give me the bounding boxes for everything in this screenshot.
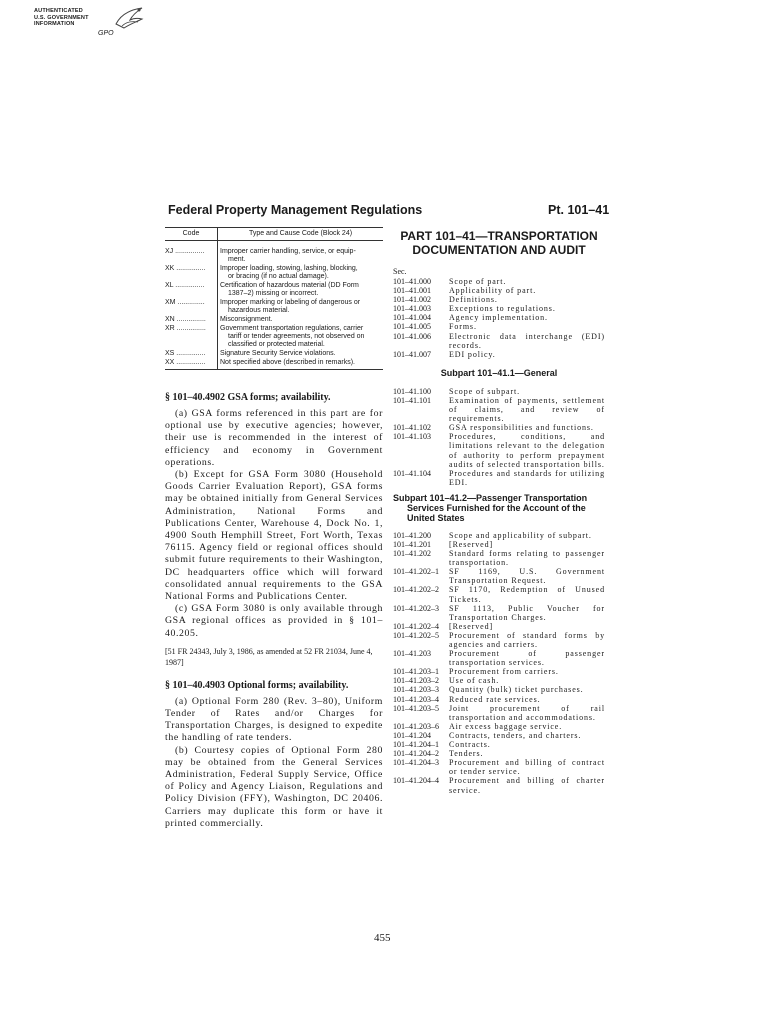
toc-section-title: GSA responsibilities and functions. xyxy=(449,423,594,433)
toc-entry xyxy=(393,631,605,649)
subpart-heading-passenger: Subpart 101–41.2—Passenger Transportation Services Furnished for the Account of the United States xyxy=(393,492,588,523)
code-table xyxy=(165,227,383,370)
toc-entry xyxy=(393,685,605,694)
description-line: Improper carrier handling, service, or equip- xyxy=(220,248,356,255)
gpo-label: GPO xyxy=(98,30,114,37)
toc-section-title: Contracts. xyxy=(449,740,491,750)
toc-section-number: 101–41.202 xyxy=(393,549,431,559)
section-heading-4903: § 101–40.4903 Optional forms; availability. xyxy=(165,679,349,691)
toc-entry xyxy=(393,567,605,585)
code-cell: XX ............... xyxy=(165,359,218,370)
toc-section-title: Quantity (bulk) ticket purchases. xyxy=(449,685,584,695)
toc-section-number: 101–41.202–4 xyxy=(393,621,439,631)
toc-entry xyxy=(393,286,605,295)
toc-section-title: Air excess baggage service. xyxy=(449,721,563,731)
toc-entry xyxy=(393,604,605,622)
description-cell xyxy=(218,359,384,370)
toc-entry xyxy=(393,622,605,631)
toc-entry xyxy=(393,396,605,423)
toc-section-title: Scope and applicability of subpart. xyxy=(449,530,592,540)
toc-section-number: 101–41.005 xyxy=(393,322,431,332)
description-line: or bracing (if no actual damage). xyxy=(228,273,329,280)
toc-section-title: Exceptions to regulations. xyxy=(449,304,556,314)
description-cell xyxy=(218,350,384,359)
toc-entry xyxy=(393,740,605,749)
code-column-header: Code xyxy=(165,228,218,241)
eagle-seal-icon xyxy=(112,6,146,36)
toc-section-title: Procurement of passenger transportation services. xyxy=(449,649,605,668)
table-row xyxy=(165,265,383,282)
code-table-header xyxy=(165,228,383,241)
toc-section-title: Procurement and billing of charter service. xyxy=(449,776,605,795)
code-cell: XN ............... xyxy=(165,316,218,325)
table-row xyxy=(165,299,383,316)
toc-section-title: SF 1170, Redemption of Unused Tickets. xyxy=(449,585,605,604)
toc-section-title: Scope of subpart. xyxy=(449,386,521,396)
toc-entry xyxy=(393,585,605,603)
table-row xyxy=(165,359,383,370)
part-toc xyxy=(393,277,605,359)
toc-section-title: Examination of payments, settlement of claims, and review of requirements. xyxy=(449,395,605,424)
toc-section-number: 101–41.201 xyxy=(393,539,431,549)
toc-section-number: 101–41.204–1 xyxy=(393,740,439,750)
paragraph: (a) Optional Form 280 (Rev. 3–80), Uniform Tender of Rates and/or Charges for Transportation Charges, is designed to expedite the handling of rate tenders. xyxy=(165,695,383,744)
description-line: Signature Security Service violations. xyxy=(220,350,336,357)
description-line: Certification of hazardous material (DD Form xyxy=(220,282,359,289)
toc-section-title: Joint procurement of rail transportation and accommodations. xyxy=(449,703,605,722)
toc-section-number: 101–41.001 xyxy=(393,286,431,296)
toc-entry xyxy=(393,695,605,704)
description-line: tariff or tender agreements, not observed on xyxy=(228,333,365,340)
toc-section-number: 101–41.203–4 xyxy=(393,694,439,704)
toc-entry xyxy=(393,304,605,313)
toc-entry xyxy=(393,432,605,468)
table-row xyxy=(165,316,383,325)
toc-section-title: Standard forms relating to passenger transportation. xyxy=(449,549,605,568)
description-line: Improper loading, stowing, lashing, blocking, xyxy=(220,265,358,272)
code-cell: XL ............... xyxy=(165,282,218,299)
code-cell: XK ............... xyxy=(165,265,218,282)
toc-entry xyxy=(393,423,605,432)
toc-section-title: Agency implementation. xyxy=(449,313,548,323)
toc-entry xyxy=(393,758,605,776)
toc-section-title: Procurement of standard forms by agencies and carriers. xyxy=(449,630,605,649)
toc-entry xyxy=(393,649,605,667)
toc-section-number: 101–41.204–4 xyxy=(393,776,439,786)
toc-section-number: 101–41.203–2 xyxy=(393,676,439,686)
toc-section-number: 101–41.202–5 xyxy=(393,630,439,640)
toc-section-title: Tenders. xyxy=(449,749,484,759)
code-cell: XR ............... xyxy=(165,325,218,350)
toc-section-number: 101–41.204 xyxy=(393,730,431,740)
toc-section-number: 101–41.104 xyxy=(393,468,431,478)
toc-section-number: 101–41.202–1 xyxy=(393,567,439,577)
toc-entry xyxy=(393,722,605,731)
paragraph: (b) Courtesy copies of Optional Form 280 may be obtained from the General Services Administration, Federal Supply Service, Office of Policy and Agency Liaison, Regulations and Policy Division (FFY), Washington, DC 20406. Carriers may duplicate this form or have it printed commercially. xyxy=(165,744,383,829)
toc-section-title: Reduced rate services. xyxy=(449,694,541,704)
description-line: Misconsignment. xyxy=(220,316,273,323)
toc-section-number: 101–41.204–3 xyxy=(393,758,439,768)
toc-section-number: 101–41.202–2 xyxy=(393,585,439,595)
toc-section-number: 101–41.203–6 xyxy=(393,721,439,731)
code-cell: XS ............... xyxy=(165,350,218,359)
toc-section-number: 101–41.203–5 xyxy=(393,703,439,713)
description-line: Improper marking or labeling of dangerous or xyxy=(220,299,361,306)
toc-entry xyxy=(393,540,605,549)
page-number: 455 xyxy=(374,932,391,944)
toc-section-title: Applicability of part. xyxy=(449,286,537,296)
toc-section-number: 101–41.003 xyxy=(393,304,431,314)
toc-section-title: [Reserved] xyxy=(449,539,494,549)
toc-entry xyxy=(393,295,605,304)
toc-section-number: 101–41.102 xyxy=(393,423,431,433)
toc-section-title: Procedures and standards for utilizing EDI. xyxy=(449,468,605,487)
running-header-title: Federal Property Management Regulations xyxy=(168,203,423,217)
description-line: classified or protected material. xyxy=(228,341,325,348)
toc-section-number: 101–41.100 xyxy=(393,386,431,396)
toc-section-number: 101–41.000 xyxy=(393,277,431,286)
description-cell xyxy=(218,299,384,316)
table-row xyxy=(165,325,383,350)
logo-line: U.S. GOVERNMENT xyxy=(34,14,89,21)
description-line: 1387–2) missing or incorrect. xyxy=(228,290,319,297)
subpart-411-toc xyxy=(393,387,605,487)
description-cell xyxy=(218,325,384,350)
toc-entry xyxy=(393,531,605,540)
code-cell: XJ ............... xyxy=(165,241,218,266)
toc-section-number: 101–41.202–3 xyxy=(393,603,439,613)
toc-entry xyxy=(393,322,605,331)
toc-section-number: 101–41.203–1 xyxy=(393,667,439,677)
section-heading-4902: § 101–40.4902 GSA forms; availability. xyxy=(165,392,331,403)
running-header-part: Pt. 101–41 xyxy=(548,203,610,217)
toc-section-title: Contracts, tenders, and charters. xyxy=(449,730,582,740)
toc-section-title: Electronic data interchange (EDI) records. xyxy=(449,331,605,350)
description-cell xyxy=(218,316,384,325)
toc-section-title: Forms. xyxy=(449,322,477,332)
logo-text xyxy=(34,8,89,28)
right-column xyxy=(393,227,605,795)
toc-section-number: 101–41.204–2 xyxy=(393,749,439,759)
toc-section-title: Procedures, conditions, and limitations relevant to the delegation of authority to perform prepayment audits of selected transportation bills. xyxy=(449,432,605,469)
toc-entry xyxy=(393,676,605,685)
paragraph: (a) GSA forms referenced in this part are for optional use by executive agencies; however, their use is recommended in the interest of efficiency and economy in Government operations. xyxy=(165,408,383,468)
toc-entry xyxy=(393,667,605,676)
subpart-heading-general: Subpart 101–41.1—General xyxy=(440,367,558,378)
table-row xyxy=(165,241,383,266)
toc-entry xyxy=(393,469,605,487)
part-title: PART 101–41—TRANSPORTATION DOCUMENTATION AND AUDIT xyxy=(400,229,598,257)
toc-entry xyxy=(393,313,605,322)
toc-section-title: EDI policy. xyxy=(449,349,496,359)
toc-section-title: Definitions. xyxy=(449,295,498,305)
toc-section-number: 101–41.007 xyxy=(393,349,431,359)
left-column xyxy=(165,227,383,830)
source-citation: [51 FR 24343, July 3, 1986, as amended at 52 FR 21034, June 4, 1987] xyxy=(165,646,373,667)
toc-section-title: SF 1169, U.S. Government Transportation Request. xyxy=(449,567,605,586)
toc-entry xyxy=(393,350,605,359)
table-row xyxy=(165,282,383,299)
toc-entry xyxy=(393,277,605,286)
description-cell xyxy=(218,241,384,266)
toc-section-title: Scope of part. xyxy=(449,277,507,286)
toc-section-title: Use of cash. xyxy=(449,676,500,686)
table-row xyxy=(165,350,383,359)
code-cell: XM .............. xyxy=(165,299,218,316)
toc-entry xyxy=(393,776,605,794)
toc-section-number: 101–41.002 xyxy=(393,295,431,305)
paragraph: (c) GSA Form 3080 is only available through GSA regional offices as provided in § 101–40.205. xyxy=(165,603,383,639)
description-line: hazardous material. xyxy=(228,307,290,314)
toc-section-number: 101–41.004 xyxy=(393,313,431,323)
toc-section-title: Procurement from carriers. xyxy=(449,667,559,677)
toc-entry xyxy=(393,332,605,350)
toc-section-number: 101–41.200 xyxy=(393,530,431,540)
toc-section-number: 101–41.203 xyxy=(393,649,431,659)
description-cell xyxy=(218,282,384,299)
toc-section-number: 101–41.203–3 xyxy=(393,685,439,695)
toc-section-title: Procurement and billing of contract or tender service. xyxy=(449,758,605,777)
toc-section-number: 101–41.006 xyxy=(393,331,431,341)
toc-entry xyxy=(393,704,605,722)
gpo-authentication-logo xyxy=(28,6,148,42)
logo-line: INFORMATION xyxy=(34,21,75,27)
paragraph: (b) Except for GSA Form 3080 (Household Goods Carrier Evaluation Report), GSA forms may be obtained initially from General Services Administration, National Forms and Publications Center, Warehouse 4, Dock No. 1, 4900 South Hemphill Street, Fort Worth, Texas 76115. Agency field or regional offices should submit future requirements to their Washington, DC headquarters office which will forward consolidated annual requirements to the GSA National Forms and Publications Center. xyxy=(165,469,383,603)
toc-entry xyxy=(393,549,605,567)
toc-section-title: SF 1113, Public Voucher for Transportation Charges. xyxy=(449,603,605,622)
description-line: ment. xyxy=(228,256,246,263)
description-cell xyxy=(218,265,384,282)
description-line: Not specified above (described in remarks). xyxy=(220,359,356,366)
subpart-412-toc xyxy=(393,531,605,795)
toc-entry xyxy=(393,387,605,396)
sec-label: Sec. xyxy=(393,267,407,276)
toc-section-number: 101–41.101 xyxy=(393,395,431,405)
toc-section-title: [Reserved] xyxy=(449,621,494,631)
toc-entry xyxy=(393,731,605,740)
logo-line: AUTHENTICATED xyxy=(34,8,83,14)
toc-section-number: 101–41.103 xyxy=(393,432,431,442)
toc-entry xyxy=(393,749,605,758)
description-line: Government transportation regulations, carrier xyxy=(220,325,364,332)
type-column-header: Type and Cause Code (Block 24) xyxy=(218,228,384,241)
